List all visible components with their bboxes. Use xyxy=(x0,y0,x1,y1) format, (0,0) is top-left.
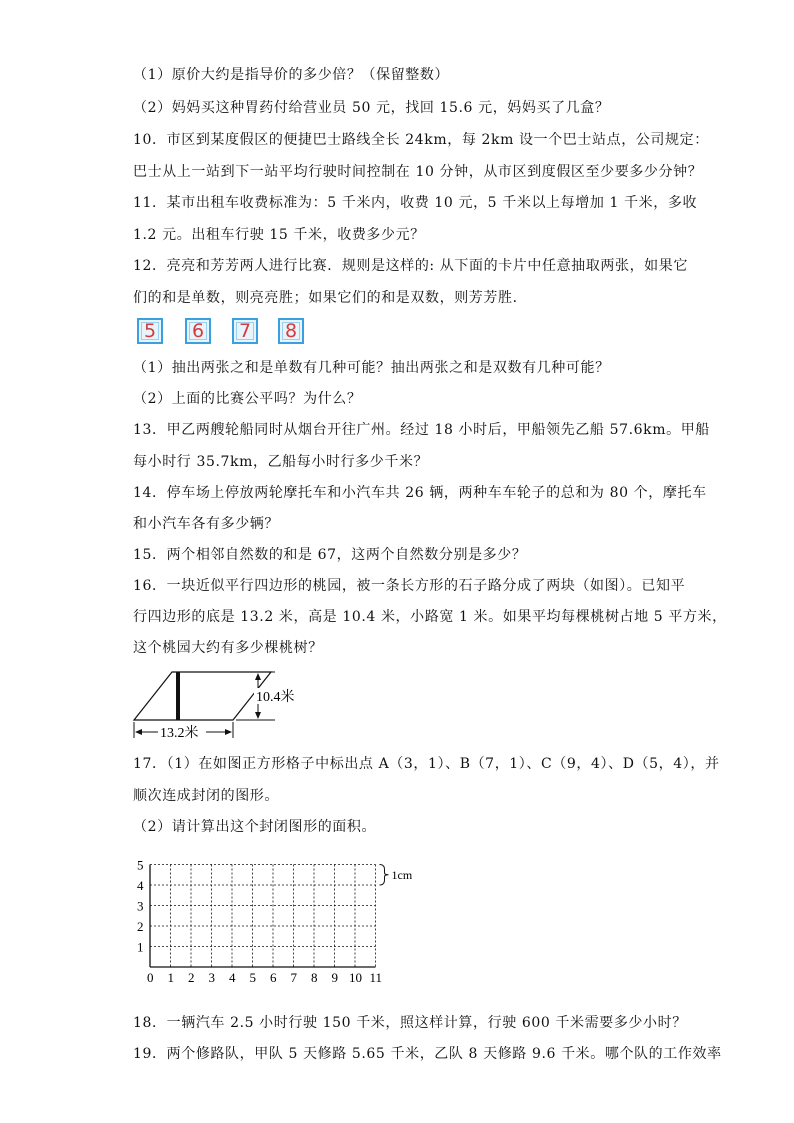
x-tick-label: 1 xyxy=(167,970,174,985)
x-tick-label: 5 xyxy=(249,970,256,985)
x-tick-label: 9 xyxy=(331,970,338,985)
x-tick-label: 0 xyxy=(147,970,154,985)
y-tick-label: 3 xyxy=(137,898,144,914)
line-q17-2: （2）请计算出这个封闭图形的面积。 xyxy=(133,819,377,835)
x-tick-label: 11 xyxy=(369,970,383,985)
line-q12-2: （2）上面的比赛公平吗？为什么？ xyxy=(133,391,362,407)
base-arrow-right xyxy=(225,729,232,735)
base-label: 13.2米 xyxy=(160,726,199,741)
line-q10-a: 10．市区到某度假区的便捷巴士路线全长 24km，每 2km 设一个巴士站点，公司规定： xyxy=(133,132,709,148)
x-tick-label: 2 xyxy=(188,970,195,985)
y-tick-label: 5 xyxy=(137,857,144,873)
number-card: 5 xyxy=(137,318,163,344)
y-tick-label: 1 xyxy=(137,939,144,955)
y-tick-label: 2 xyxy=(137,919,144,934)
y-tick-label: 4 xyxy=(137,878,144,893)
line-q12-b: 们的和是单数，则亮亮胜；如果它们的和是双数，则芳芳胜． xyxy=(133,290,528,306)
line-q15: 15．两个相邻自然数的和是 67，这两个自然数分别是多少？ xyxy=(133,547,527,563)
x-tick-label: 10 xyxy=(349,970,362,985)
x-tick-label: 6 xyxy=(270,970,277,985)
height-arrow-up xyxy=(255,673,261,680)
line-q17-a: 17．（1）在如图正方形格子中标出点 A（3，1）、B（7，1）、C（9，4）、D（5，4），并 xyxy=(133,756,720,772)
line-q10-b: 巴士从上一站到下一站平均行驶时间控制在 10 分钟，从市区到度假区至少要多少分钟？ xyxy=(133,164,703,180)
line-q16-c: 这个桃园大约有多少棵桃树？ xyxy=(133,640,323,656)
base-arrow-left xyxy=(135,729,142,735)
line-q16-a: 16．一块近似平行四边形的桃园，被一条长方形的石子路分成了两块（如图）。已知平 xyxy=(133,578,686,594)
unit-brace xyxy=(380,865,389,886)
unit-label: 1cm xyxy=(391,867,413,882)
line-q19: 19．两个修路队，甲队 5 天修路 5.65 千米，乙队 8 天修路 9.6 千米。哪个队的工作效率 xyxy=(133,1046,722,1062)
line-q14-b: 和小汽车各有多少辆？ xyxy=(133,516,279,532)
line-q17-b: 顺次连成封闭的图形。 xyxy=(133,788,279,804)
x-tick-label: 7 xyxy=(290,970,297,985)
line-q12-1: （1）抽出两张之和是单数有几种可能？抽出两张之和是双数有几种可能？ xyxy=(133,360,610,376)
coordinate-grid-figure xyxy=(130,852,430,988)
line-q11-a: 11．某市出租车收费标准为：5 千米内，收费 10 元，5 千米以上每增加 1 千米，多收 xyxy=(133,195,698,211)
x-tick-label: 4 xyxy=(229,970,236,985)
line-q16-b: 行四边形的底是 13.2 米，高是 10.4 米，小路宽 1 米。如果平均每棵桃树占地 5 平方米， xyxy=(133,609,727,625)
line-q13-b: 每小时行 35.7km，乙船每小时行多少千米？ xyxy=(133,454,429,470)
x-tick-label: 8 xyxy=(311,970,318,985)
line-q13-a: 13．甲乙两艘轮船同时从烟台开往广州。经过 18 小时后，甲船领先乙船 57.6km。甲船 xyxy=(133,422,710,438)
line-q9-2: （2）妈妈买这种胃药付给营业员 50 元，找回 15.6 元，妈妈买了几盒？ xyxy=(133,100,610,116)
number-card: 7 xyxy=(232,318,258,344)
parallelogram-figure xyxy=(130,668,310,748)
parallelogram-shape xyxy=(134,672,271,720)
number-card: 6 xyxy=(185,318,211,344)
line-q11-b: 1.2 元。出租车行驶 15 千米，收费多少元？ xyxy=(133,227,425,243)
height-label: 10.4米 xyxy=(256,690,295,705)
height-arrow-down xyxy=(255,712,261,719)
x-tick-label: 3 xyxy=(208,970,215,985)
line-q9-1: （1）原价大约是指导价的多少倍？（保留整数） xyxy=(133,67,450,83)
line-q12-a: 12．亮亮和芳芳两人进行比赛．规则是这样的: 从下面的卡片中任意抽取两张，如果它 xyxy=(133,258,688,274)
line-q14-a: 14．停车场上停放两轮摩托车和小汽车共 26 辆，两种车车轮子的总和为 80 个，摩托车 xyxy=(133,485,707,501)
number-card: 8 xyxy=(278,318,304,344)
line-q18: 18．一辆汽车 2.5 小时行驶 150 千米，照这样计算，行驶 600 千米需要多少小时？ xyxy=(133,1015,687,1031)
